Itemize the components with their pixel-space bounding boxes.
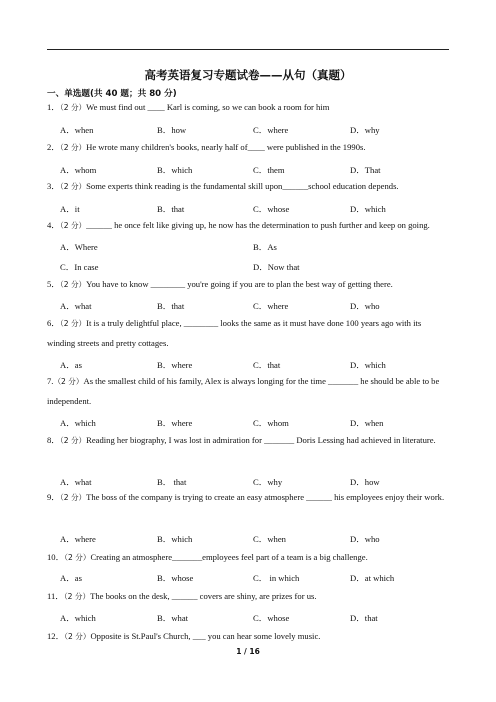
header-rule — [47, 49, 449, 50]
option-row — [60, 572, 449, 584]
answer-option[interactable]: C．where — [253, 301, 289, 311]
answer-option[interactable]: C． in which — [253, 573, 300, 583]
answer-option[interactable]: C．whose — [253, 204, 290, 214]
answer-option[interactable]: D．who — [350, 534, 380, 544]
option-row — [60, 300, 449, 312]
question-points: （2 分） — [59, 143, 87, 152]
answer-option[interactable]: B．which — [157, 534, 193, 544]
answer-option[interactable]: D．That — [350, 165, 381, 175]
answer-option[interactable]: B． that — [157, 477, 187, 487]
question-points: （2 分） — [64, 553, 91, 562]
question-text: He wrote many children's books, nearly half of____ were published in the 1990s. — [86, 142, 366, 152]
question-text: ______ he once felt like giving up, he now has the determination to push further and keep on going. — [86, 220, 430, 230]
question-stem — [47, 587, 449, 607]
question-points: （2 分） — [63, 592, 91, 601]
question-points: （2 分） — [59, 280, 87, 289]
answer-option[interactable]: A．Where — [60, 242, 98, 252]
question-text: It is a truly delightful place, ________ looks the same as it must have done 100 years ago with its winding streets and pretty cottages. — [47, 318, 422, 348]
answer-option[interactable]: C．whose — [253, 613, 290, 623]
question-number: 7. — [47, 376, 54, 386]
question-points: （2 分） — [59, 221, 87, 230]
answer-option[interactable]: B．that — [157, 301, 185, 311]
question-text: As the smallest child of his family, Alex is always longing for the time _______ he should be able to be independent. — [47, 376, 440, 406]
question-points: （2 分） — [53, 377, 84, 386]
answer-option[interactable]: A．as — [60, 360, 82, 370]
page-number: 1 / 16 — [236, 647, 260, 656]
question-points: （2 分） — [64, 632, 91, 641]
answer-option[interactable]: A．as — [60, 573, 82, 583]
question-stem — [47, 488, 449, 508]
page-title: 高考英语复习专题试卷——从句（真题） — [144, 68, 352, 82]
answer-option[interactable]: D．that — [350, 613, 378, 623]
question-number: 6． — [47, 318, 60, 328]
question-stem — [47, 627, 449, 647]
question-points: （2 分） — [59, 319, 87, 328]
question-stem — [47, 548, 449, 568]
question-stem — [47, 138, 449, 158]
answer-option[interactable]: D．how — [350, 477, 380, 487]
question-text: You have to know ________ you're going if you are to plan the best way of getting there. — [86, 279, 393, 289]
option-row — [60, 124, 449, 136]
question-text: The books on the desk, ______ covers are shiny, are prizes for us. — [90, 591, 317, 601]
answer-option[interactable]: B．which — [157, 165, 193, 175]
answer-option[interactable]: B．where — [157, 360, 193, 370]
answer-option[interactable]: C．whom — [253, 418, 289, 428]
option-row — [60, 261, 449, 273]
answer-option[interactable]: A．where — [60, 534, 96, 544]
answer-option[interactable]: A．which — [60, 418, 96, 428]
option-row — [60, 164, 449, 176]
answer-option[interactable]: B．As — [253, 242, 277, 252]
answer-option[interactable]: D．who — [350, 301, 380, 311]
question-stem — [47, 275, 449, 295]
question-text: Creating an atmosphere_______employees feel part of a team is a big challenge. — [90, 552, 368, 562]
question-stem — [47, 98, 449, 118]
question-number: 11． — [47, 591, 64, 601]
question-points: （2 分） — [59, 103, 87, 112]
question-stem — [47, 431, 449, 451]
option-row — [60, 203, 449, 215]
answer-option[interactable]: B．that — [157, 204, 185, 214]
option-row — [60, 612, 449, 624]
answer-option[interactable]: D．at which — [350, 573, 395, 583]
answer-option[interactable]: D．which — [350, 204, 386, 214]
question-stem — [47, 216, 449, 236]
question-number: 10． — [47, 552, 65, 562]
question-points: （2 分） — [59, 493, 87, 502]
answer-option[interactable]: B．what — [157, 613, 189, 623]
answer-option[interactable]: A．when — [60, 125, 94, 135]
question-text: The boss of the company is trying to create an easy atmosphere ______ his employees enjoy their work. — [86, 492, 445, 502]
answer-option[interactable]: B．whose — [157, 573, 194, 583]
answer-option[interactable]: D．why — [350, 125, 380, 135]
question-points: （2 分） — [59, 182, 87, 191]
option-row — [60, 241, 449, 253]
question-number: 5． — [47, 279, 60, 289]
answer-option[interactable]: A．what — [60, 301, 92, 311]
answer-option[interactable]: C．that — [253, 360, 281, 370]
answer-option[interactable]: A．which — [60, 613, 96, 623]
question-text: Opposite is St.Paul's Church, ___ you can hear some lovely music. — [90, 631, 321, 641]
question-stem — [47, 177, 449, 197]
question-points: （2 分） — [59, 436, 87, 445]
question-text: Some experts think reading is the fundamental skill upon______school education depends. — [86, 181, 399, 191]
answer-option[interactable]: B．how — [157, 125, 187, 135]
option-row — [60, 533, 449, 545]
question-number: 8． — [47, 435, 60, 445]
option-row — [60, 476, 449, 488]
answer-option[interactable]: A．it — [60, 204, 80, 214]
question-number: 9． — [47, 492, 60, 502]
question-stem — [47, 314, 449, 352]
answer-option[interactable]: C．when — [253, 534, 286, 544]
option-row — [60, 417, 449, 429]
question-text: We must find out ____ Karl is coming, so we can book a room for him — [86, 102, 330, 112]
question-stem — [47, 372, 449, 410]
section-heading: 一、单选题(共 40 题；共 80 分) — [47, 89, 177, 99]
question-number: 2． — [47, 142, 60, 152]
question-text: Reading her biography, I was lost in admiration for _______ Doris Lessing had achieved in literature. — [86, 435, 436, 445]
question-number: 12． — [47, 631, 65, 641]
answer-option[interactable]: A．whom — [60, 165, 97, 175]
answer-option[interactable]: C．why — [253, 477, 283, 487]
answer-option[interactable]: C．where — [253, 125, 289, 135]
question-number: 3． — [47, 181, 60, 191]
answer-option[interactable]: D．when — [350, 418, 384, 428]
answer-option[interactable]: D．which — [350, 360, 386, 370]
answer-option[interactable]: B．where — [157, 418, 193, 428]
answer-option[interactable]: C．them — [253, 165, 285, 175]
answer-option[interactable]: D．Now that — [253, 262, 300, 272]
option-row — [60, 359, 449, 371]
answer-option[interactable]: A．what — [60, 477, 92, 487]
question-number: 1． — [47, 102, 60, 112]
answer-option[interactable]: C．In case — [60, 262, 99, 272]
question-number: 4． — [47, 220, 60, 230]
